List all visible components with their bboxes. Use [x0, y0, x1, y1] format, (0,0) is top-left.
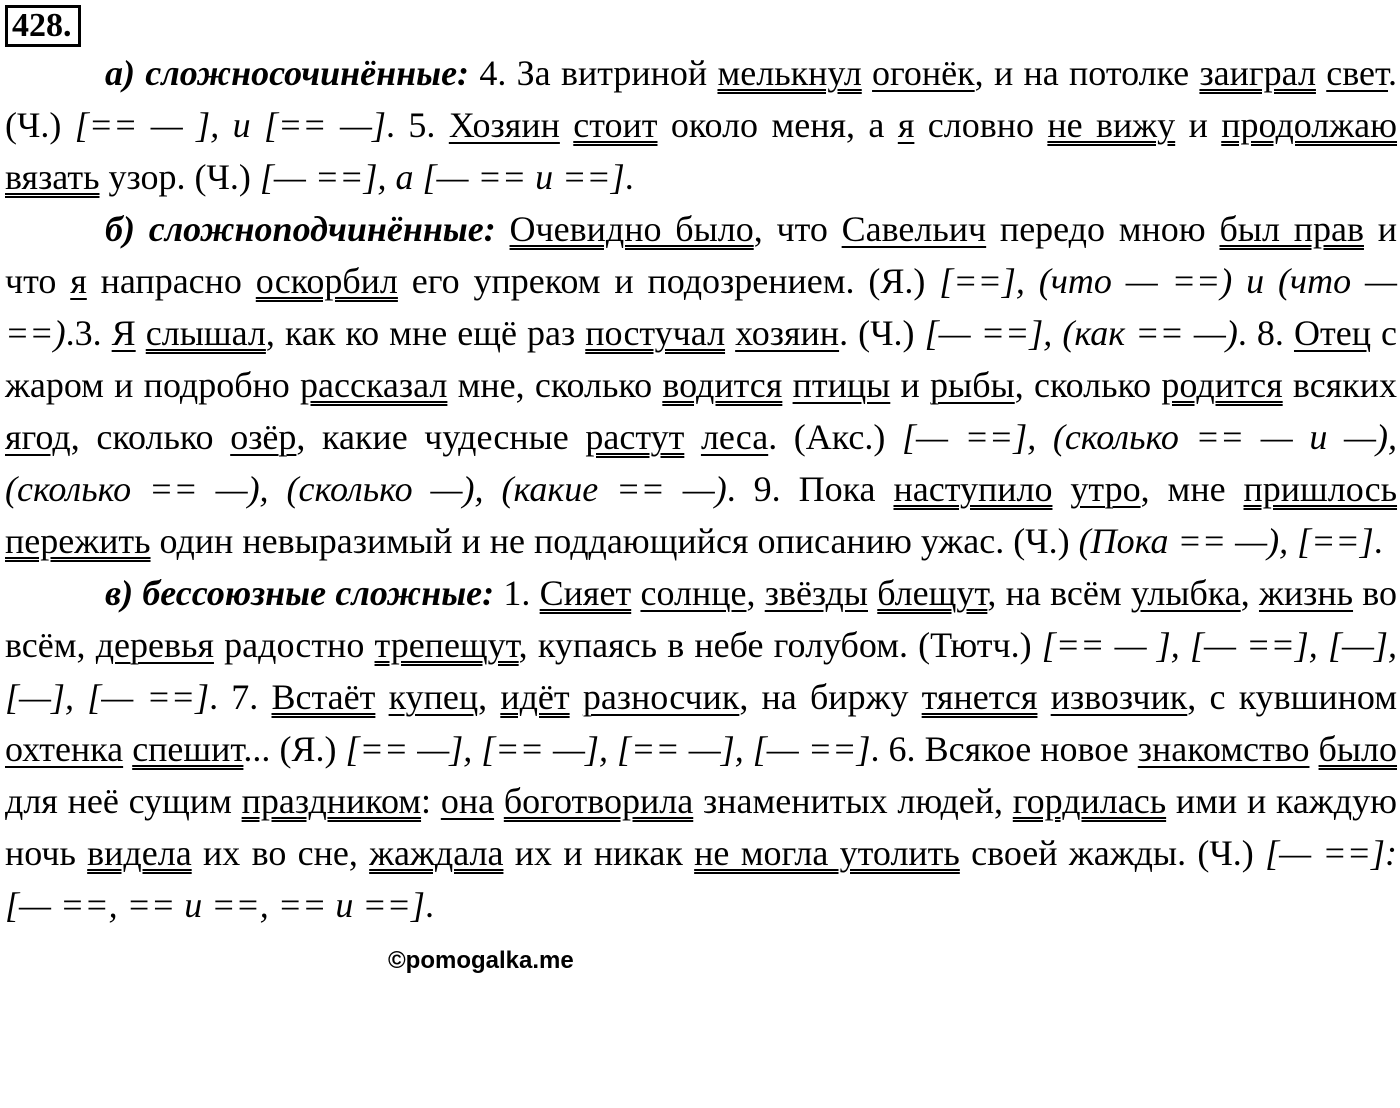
- text-run: один невыразимый и не поддающийся описанию ужас. (Ч.): [150, 521, 1079, 561]
- text-run: [1309, 729, 1318, 769]
- subject-word: звёзды: [764, 573, 868, 613]
- sentence-scheme: [— ==]: [— ==, == и ==, == и ==]: [5, 833, 1397, 925]
- predicate-word: продолжаю вязать: [5, 105, 1398, 197]
- text-run: напрасно: [86, 261, 256, 301]
- text-run: [494, 781, 504, 821]
- subject-word: Хозяин: [448, 105, 560, 145]
- text-run: :: [421, 781, 441, 821]
- predicate-word: рассказал: [300, 365, 448, 405]
- sentence-scheme: [== —], [== —], [== —], [— ==]: [345, 729, 871, 769]
- subject-word: ягод: [5, 417, 71, 457]
- text-run: [496, 209, 510, 249]
- text-run: .: [1373, 521, 1383, 561]
- text-run: [862, 53, 872, 93]
- text-run: ,: [1240, 573, 1259, 613]
- predicate-word: Очевидно было: [509, 209, 754, 249]
- section-heading: а) сложносочинённые:: [105, 53, 470, 93]
- text-run: и: [1175, 105, 1222, 145]
- text-run: [375, 677, 388, 717]
- section-asyndetic: [5, 567, 1397, 931]
- subject-word: она: [440, 781, 495, 821]
- sentence-scheme: [== — ], и [== —]: [74, 105, 387, 145]
- text-run: [570, 677, 583, 717]
- subject-word: хозяин: [735, 313, 840, 353]
- text-run: [868, 573, 877, 613]
- subject-word: я: [897, 105, 915, 145]
- sentence-scheme: (Пока == —), [==]: [1078, 521, 1374, 561]
- predicate-word: растут: [585, 417, 685, 457]
- watermark: ©pomogalka.me: [388, 947, 574, 974]
- text-run: словно: [914, 105, 1048, 145]
- predicate-word: был прав: [1219, 209, 1364, 249]
- text-run: их и никак: [503, 833, 695, 873]
- text-run: ,: [746, 573, 765, 613]
- sentence-scheme: [— ==], а [— == и ==]: [259, 157, 625, 197]
- subject-word: улыбка: [1130, 573, 1241, 613]
- text-run: , купаясь в небе голубом. (Тютч.): [518, 625, 1042, 665]
- sentence-scheme: [== — ], [— ==], [—], [—], [— ==]: [5, 625, 1397, 717]
- text-run: , какие чудесные: [296, 417, 586, 457]
- text-run: передо мною: [986, 209, 1220, 249]
- text-run: . 7.: [209, 677, 272, 717]
- subject-word: леса: [700, 417, 769, 457]
- predicate-word: постучал: [585, 313, 726, 353]
- text-run: и что: [5, 209, 1398, 301]
- text-run: [1037, 677, 1050, 717]
- text-run: знаменитых людей,: [693, 781, 1013, 821]
- text-run: 1.: [494, 573, 540, 613]
- text-run: , как ко мне ещё раз: [265, 313, 586, 353]
- text-run: [782, 365, 792, 405]
- text-run: . (Ч.): [5, 53, 1398, 145]
- predicate-word: слышал: [145, 313, 266, 353]
- predicate-word: было: [1318, 729, 1398, 769]
- text-run: узор. (Ч.): [99, 157, 260, 197]
- predicate-word: идёт: [500, 677, 570, 717]
- predicate-word: блещут: [877, 573, 988, 613]
- predicate-word: родится: [1161, 365, 1283, 405]
- subject-word: деревья: [95, 625, 214, 665]
- text-run: мне, сколько: [447, 365, 663, 405]
- text-run: , с кувшином: [1187, 677, 1398, 717]
- text-run: для неё сущим: [5, 781, 242, 821]
- text-run: 4. За витриной: [469, 53, 718, 93]
- predicate-word: гордилась: [1012, 781, 1167, 821]
- text-run: около меня, а: [657, 105, 898, 145]
- subject-word: разносчик: [582, 677, 740, 717]
- text-run: во всём,: [5, 573, 1398, 665]
- text-run: , и на потолке: [974, 53, 1200, 93]
- predicate-word: тянется: [921, 677, 1038, 717]
- section-body: [5, 209, 1397, 561]
- subject-word: жизнь: [1258, 573, 1354, 613]
- text-run: . (Акс.): [768, 417, 902, 457]
- text-run: , на всём: [987, 573, 1131, 613]
- predicate-word: не могла утолить: [694, 833, 960, 873]
- sentence-scheme: [— ==], (сколько == — и —), (сколько == —), (сколько —), (какие == —): [5, 417, 1398, 509]
- text-run: [725, 313, 735, 353]
- text-run: . (Ч.): [839, 313, 925, 353]
- predicate-word: Встаёт: [271, 677, 376, 717]
- subject-word: птицы: [792, 365, 891, 405]
- text-run: , сколько: [70, 417, 231, 457]
- subject-word: я: [70, 261, 87, 301]
- predicate-word: заиграл: [1199, 53, 1316, 93]
- text-run: [1052, 469, 1070, 509]
- subject-word: свет: [1326, 53, 1389, 93]
- text-run: [136, 313, 146, 353]
- section-heading: в) бессоюзные сложные:: [105, 573, 495, 613]
- exercise-number: 428.: [5, 5, 81, 47]
- subject-word: утро: [1070, 469, 1141, 509]
- predicate-word: боготворила: [503, 781, 694, 821]
- predicate-word: пришлось пережить: [5, 469, 1398, 561]
- subject-word: солнце: [640, 573, 747, 613]
- predicate-word: спешит: [132, 729, 244, 769]
- subject-word: знакомство: [1137, 729, 1310, 769]
- sentence-scheme: [— ==], (как == —): [924, 313, 1238, 353]
- exercise-text: [5, 47, 1397, 931]
- subject-word: купец: [388, 677, 479, 717]
- sentence-scheme: [==], (что — ==) и (что — ==): [5, 261, 1397, 353]
- text-run: ... (Я.): [243, 729, 346, 769]
- predicate-word: стоит: [573, 105, 658, 145]
- text-run: своей жажды. (Ч.): [959, 833, 1266, 873]
- text-run: , сколько: [1014, 365, 1162, 405]
- text-run: ,: [478, 677, 501, 717]
- text-run: . 9. Пока: [726, 469, 894, 509]
- predicate-word: мелькнул: [717, 53, 862, 93]
- section-compound: [5, 47, 1397, 203]
- text-run: радостно: [213, 625, 375, 665]
- predicate-word: жаждала: [369, 833, 504, 873]
- subject-word: Савельич: [841, 209, 987, 249]
- text-run: , мне: [1140, 469, 1244, 509]
- subject-word: извозчик: [1050, 677, 1188, 717]
- subject-word: Я: [111, 313, 136, 353]
- text-run: . 5.: [386, 105, 449, 145]
- text-run: .3.: [65, 313, 112, 353]
- predicate-word: праздником: [241, 781, 422, 821]
- text-run: . 6. Всякое новое: [870, 729, 1138, 769]
- text-run: .: [424, 885, 434, 925]
- text-run: .: [624, 157, 634, 197]
- predicate-word: видела: [87, 833, 192, 873]
- predicate-word: не вижу: [1047, 105, 1176, 145]
- text-run: и: [890, 365, 931, 405]
- text-run: [1316, 53, 1326, 93]
- text-run: [560, 105, 573, 145]
- text-run: , на биржу: [739, 677, 922, 717]
- subject-word: озёр: [230, 417, 297, 457]
- text-run: его упреком и подозрением. (Я.): [397, 261, 940, 301]
- exercise-page: [5, 5, 1398, 974]
- text-run: . 8.: [1237, 313, 1294, 353]
- text-run: ими и каждую ночь: [5, 781, 1397, 873]
- text-run: [123, 729, 132, 769]
- text-run: [684, 417, 701, 457]
- text-run: всяких: [1282, 365, 1397, 405]
- section-complex: [5, 203, 1397, 567]
- section-heading: б) сложноподчинённые:: [105, 209, 496, 249]
- section-body: [5, 573, 1397, 925]
- text-run: , что: [753, 209, 842, 249]
- predicate-word: наступило: [893, 469, 1053, 509]
- subject-word: Отец: [1293, 313, 1371, 353]
- predicate-word: оскорбил: [255, 261, 398, 301]
- subject-word: рыбы: [930, 365, 1015, 405]
- text-run: их во сне,: [191, 833, 370, 873]
- subject-word: огонёк: [872, 53, 975, 93]
- predicate-word: трепещут: [374, 625, 519, 665]
- subject-word: охтенка: [5, 729, 124, 769]
- predicate-word: водится: [662, 365, 783, 405]
- predicate-word: Сияет: [539, 573, 632, 613]
- text-run: с жаром и подробно: [5, 313, 1398, 405]
